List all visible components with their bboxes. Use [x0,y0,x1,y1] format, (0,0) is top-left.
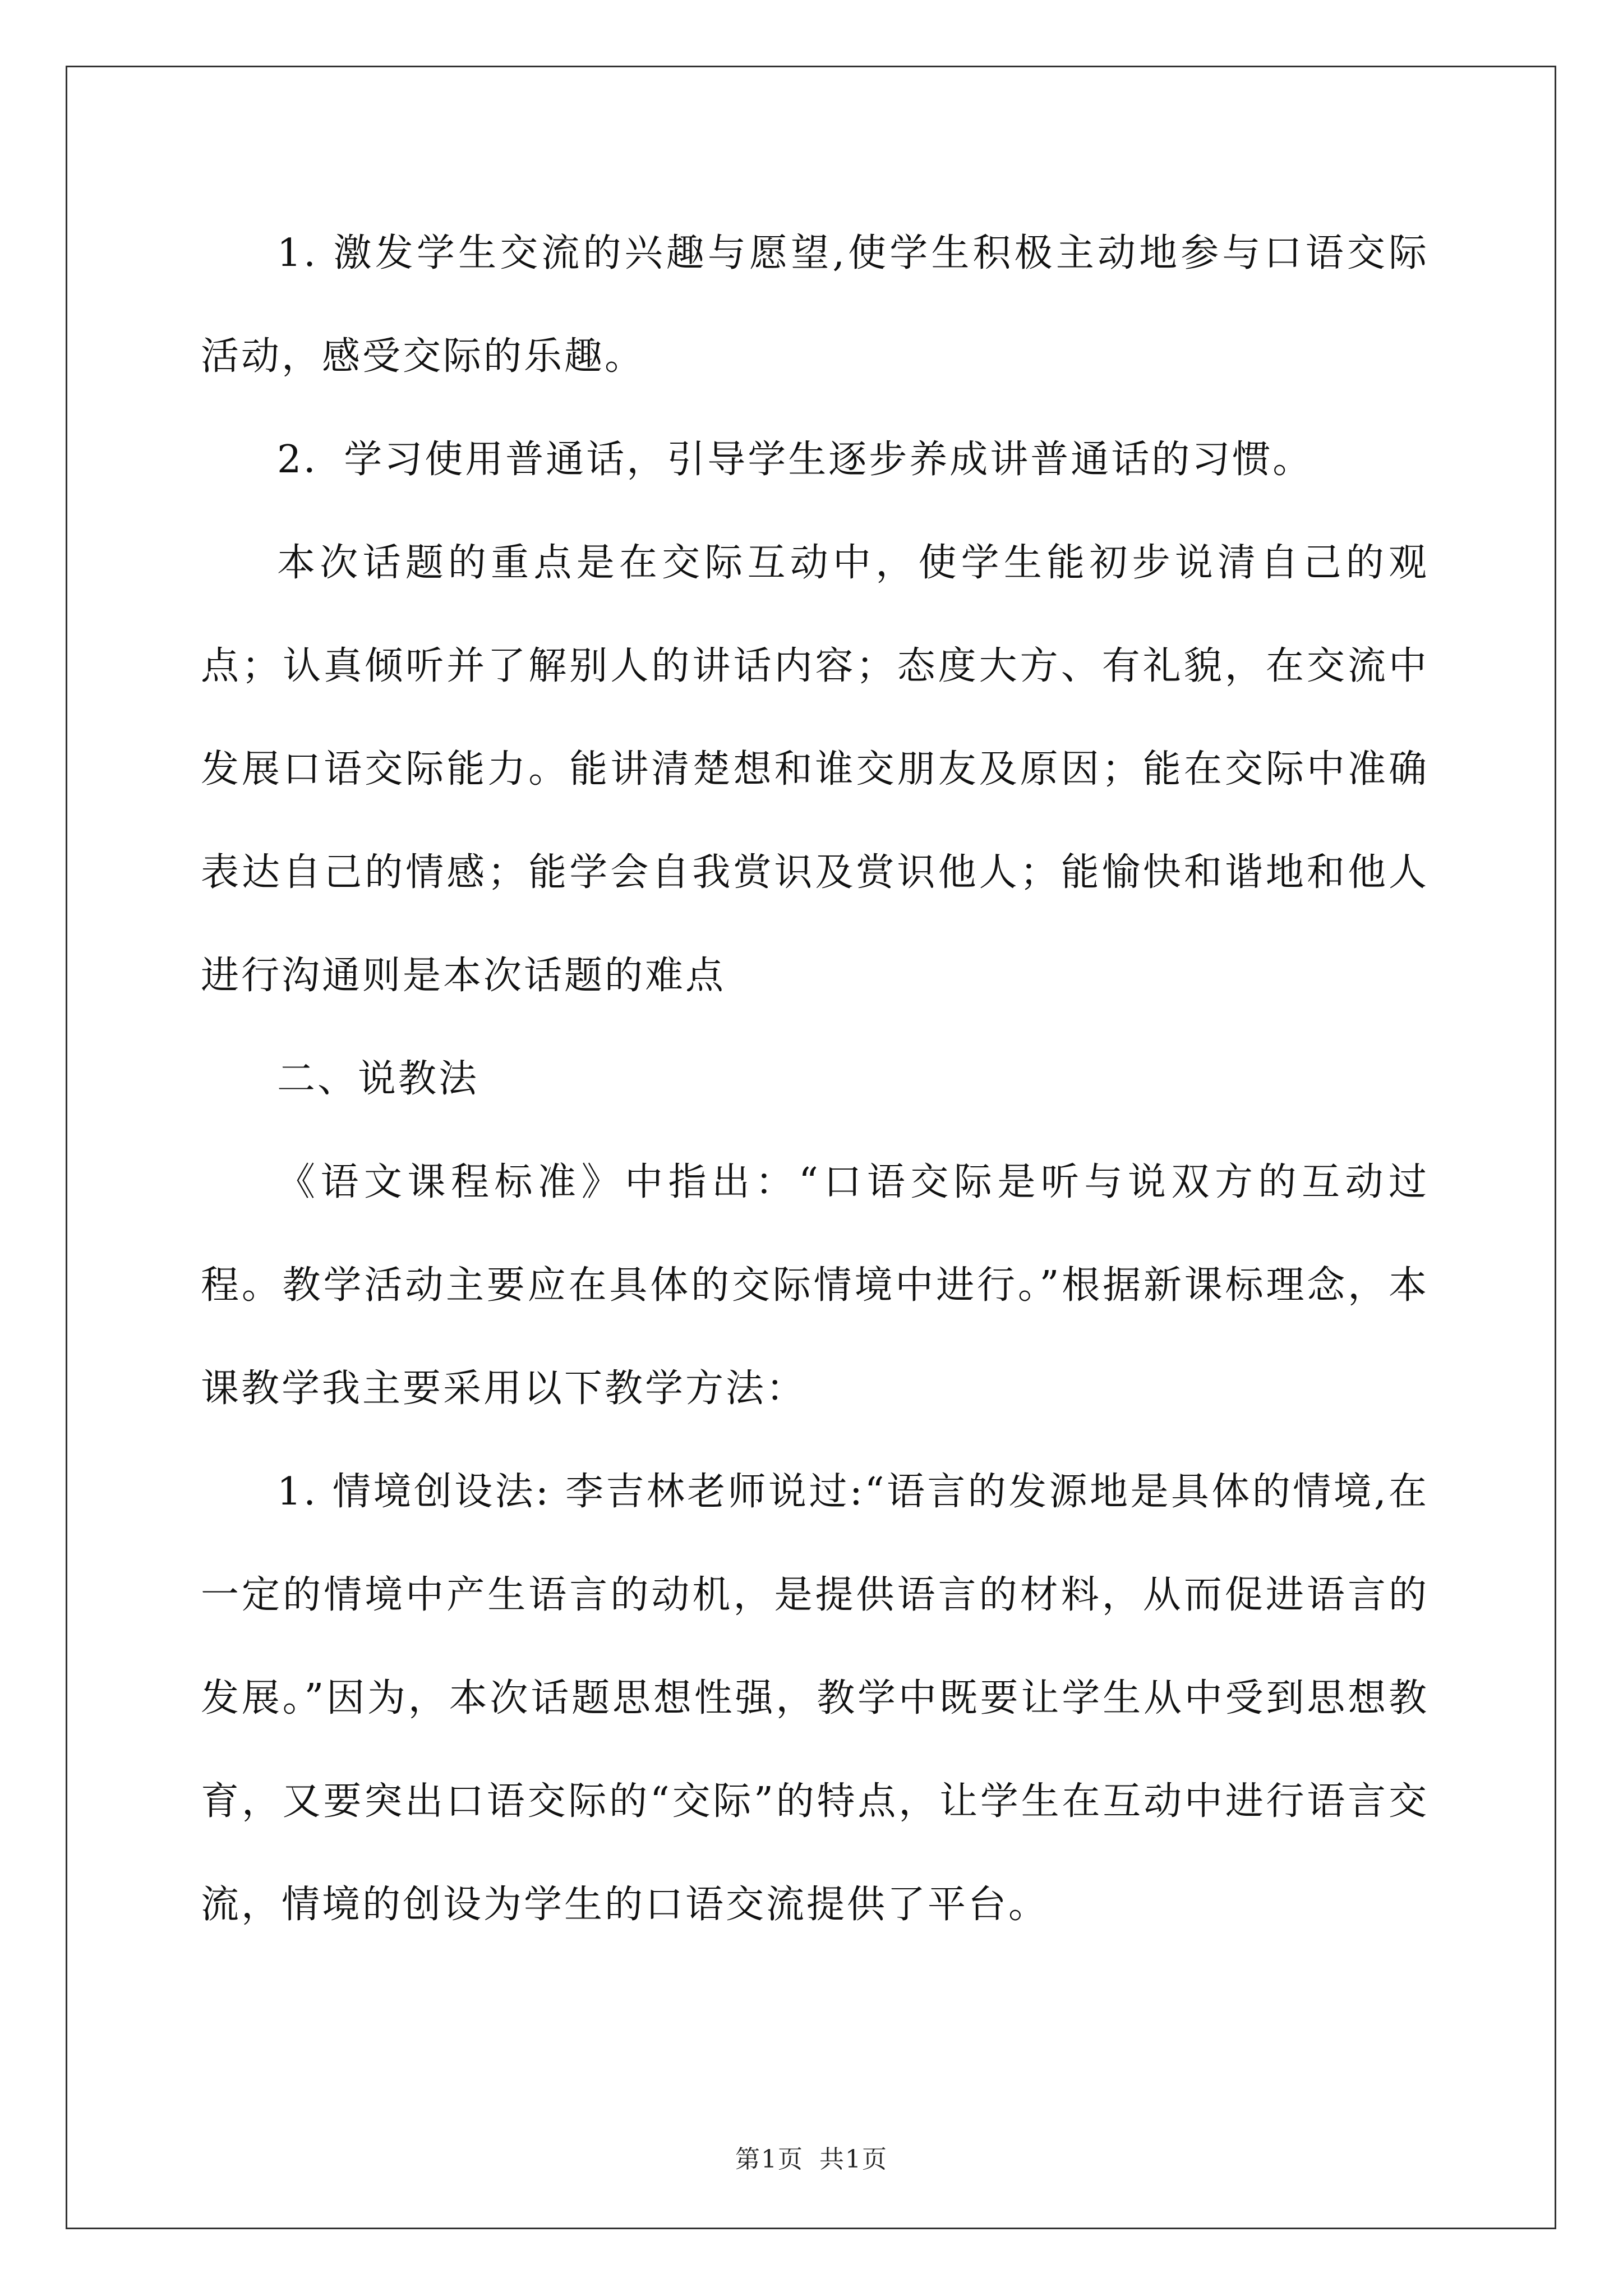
page-footer [0,2143,1623,2177]
document-body [201,202,1429,1957]
paragraph-goal-1: 1. 激发学生交流的兴趣与愿望,使学生积极主动地参与口语交际活动，感受交际的乐趣。 [201,231,1429,379]
paragraph-goal-2: 2．学习使用普通话，引导学生逐步养成讲普通话的习惯。 [277,438,1313,482]
page-number: 第1页 [735,2145,804,2174]
section-heading-teaching-method: 二、说教法 [277,1057,479,1101]
paragraph-key-points: 本次话题的重点是在交际互动中，使学生能初步说清自己的观点；认真倾听并了解别人的讲话内容；态度大方、有礼貌，在交流中发展口语交际能力。能讲清楚想和谁交朋友及原因；能在交际中准确表达自己的情感；能学会自我赏识及赏识他人；能愉快和谐地和他人进行沟通则是本次话题的难点 [201,541,1429,998]
page-total: 共1页 [819,2145,888,2174]
paragraph-curriculum-standard: 《语文课程标准》中指出：“口语交际是听与说双方的互动过程。教学活动主要应在具体的交际情境中进行。”根据新课标理念，本课教学我主要采用以下教学方法： [201,1160,1429,1411]
paragraph-situation-method: 1. 情境创设法: 李吉林老师说过:“语言的发源地是具体的情境,在一定的情境中产生语言的动机，是提供语言的材料，从而促进语言的发展。”因为，本次话题思想性强，教学中既要让学生从中受到思想教育，又要突出口语交际的“交际”的特点，让学生在互动中进行语言交流，情境的创设为学生的口语交流提供了平台。 [201,1470,1429,1927]
